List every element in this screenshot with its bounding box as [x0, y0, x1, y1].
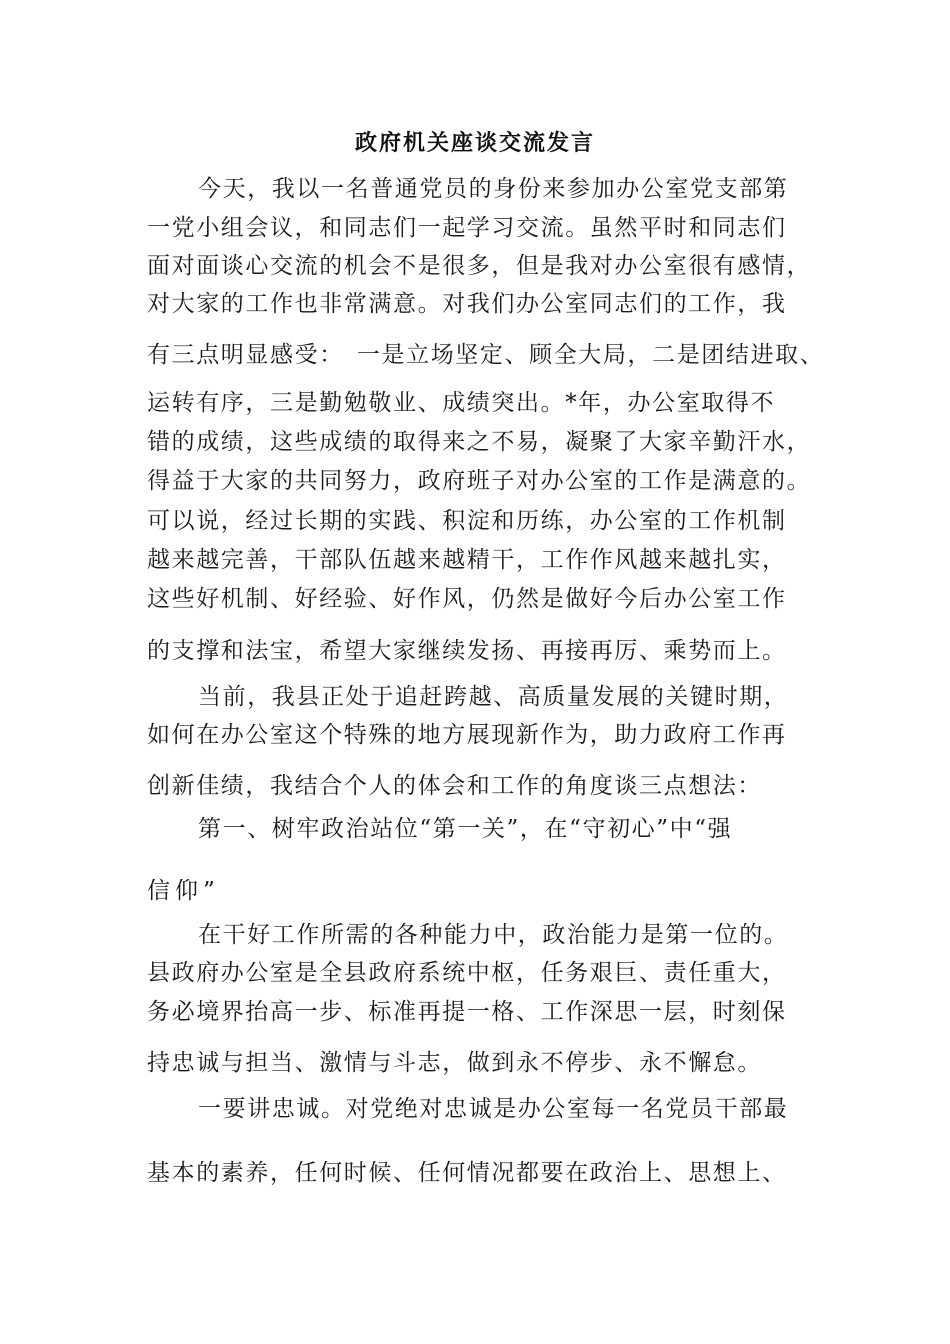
paragraph-line: 在干好工作所需的各种能力中，政治能力是第一位的。 [198, 922, 789, 948]
paragraph-line: 可以说，经过长期的实践、积淀和历练，办公室的工作机制 [147, 508, 787, 534]
section-heading-line: 第一、树牢政治站位“第一关”，在“守初心”中“强 [198, 816, 733, 842]
paragraph-line: 务必境界抬高一步、标准再提一格、工作深思一层，时刻保 [147, 999, 787, 1025]
paragraph-line: 县政府办公室是全县政府系统中枢，任务艰巨、责任重大， [147, 960, 787, 986]
paragraph-line: 一党小组会议，和同志们一起学习交流。虽然平时和同志们 [147, 215, 787, 241]
paragraph-line: 当前，我县正处于追赶跨越、高质量发展的关键时期， [198, 684, 789, 710]
paragraph-line: 创新佳绩，我结合个人的体会和工作的角度谈三点想法： [147, 773, 762, 799]
paragraph-line: 如何在办公室这个特殊的地方展现新作为，助力政府工作再 [147, 722, 787, 748]
paragraph-line: 越来越完善，干部队伍越来越精干，工作作风越来越扎实， [147, 547, 787, 573]
paragraph-line: 基本的素养，任何时候、任何情况都要在政治上、思想上、 [147, 1160, 787, 1186]
paragraph-line: 持忠诚与担当、激情与斗志，做到永不停步、永不懈怠。 [147, 1050, 762, 1076]
paragraph-line: 有三点明显感受： 一是立场坚定、顾全大局，二是团结进取、 [147, 342, 825, 368]
paragraph-line: 得益于大家的共同努力，政府班子对办公室的工作是满意的。 [147, 468, 812, 494]
paragraph-line: 今天，我以一名普通党员的身份来参加办公室党支部第 [198, 176, 789, 202]
paragraph-line: 运转有序，三是勤勉敬业、成绩突出。*年，办公室取得不 [147, 390, 776, 416]
paragraph-line: 对大家的工作也非常满意。对我们办公室同志们的工作，我 [147, 291, 787, 317]
paragraph-line: 的支撑和法宝，希望大家继续发扬、再接再厉、乘势而上。 [147, 638, 787, 664]
paragraph-line: 一要讲忠诚。对党绝对忠诚是办公室每一名党员干部最 [198, 1096, 789, 1122]
paragraph-line: 错的成绩，这些成绩的取得来之不易，凝聚了大家辛勤汗水， [147, 429, 812, 455]
paragraph-line: 这些好机制、好经验、好作风，仍然是做好今后办公室工作 [147, 586, 787, 612]
paragraph-line: 面对面谈心交流的机会不是很多，但是我对办公室很有感情， [147, 253, 812, 279]
section-heading-line: 信仰” [147, 878, 220, 904]
document-title: 政府机关座谈交流发言 [354, 130, 595, 156]
